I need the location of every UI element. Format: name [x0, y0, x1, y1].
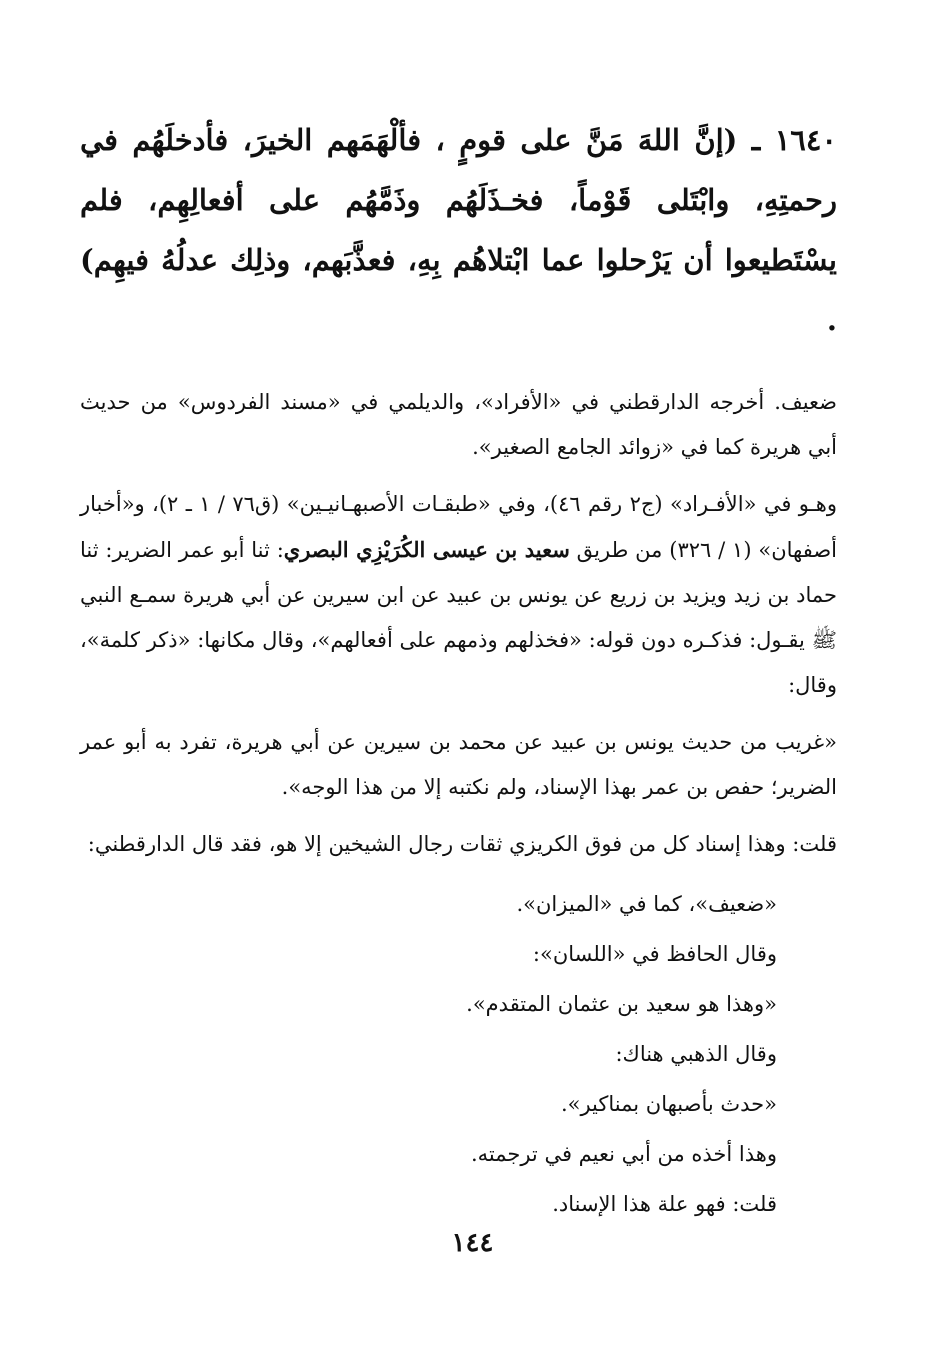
narrator-name: سعيد بن عيسى الكُرَيْزِي البصري	[283, 537, 570, 562]
indented-line: وهذا أخذه من أبي نعيم في ترجمته.	[470, 1142, 777, 1166]
page-content	[80, 110, 837, 1229]
takhrij-paragraph: ضعيف. أخرجه الدارقطني في «الأفراد»، والديلمي في «مسند الفردوس» من حديث أبي هريرة كما في «زوائد الجامع الصغير».	[80, 390, 837, 459]
indented-line: «ضعيف»، كما في «الميزان».	[516, 892, 777, 916]
indented-line: وقال الحافظ في «اللسان»:	[532, 942, 777, 966]
sources-paragraph	[80, 482, 837, 708]
hadith-text: ١٦٤٠ ـ (إنَّ اللهَ مَنَّ على قومٍ ، فألْهَمَهم الخيرَ، فأدخلَهُم في رحمتِهِ، وابْتَلى قَوْماً، فخـذَلَهُم وذَمَّهُم على أفعالِهِم، فلم يسْتَطيعوا أن يَرْحلوا عما ابْتلاهُم بِهِ، فعذَّبَهم، وذلِك عدلُهُ فيهِم) .	[80, 123, 837, 337]
sources-text-before: وهـو في «الأفـراد» (ج٢ رقم ٤٦)، وفي «طبقـات الأصبهـانيـين» (ق٧٦ / ١ ـ ٢)، و«أخبار أصفهان» (١ / ٣٢٦) من طريق	[80, 492, 838, 562]
indented-line: وقال الذهبي هناك:	[615, 1042, 777, 1066]
quote-paragraph: «غريب من حديث يونس بن عبيد عن محمد بن سيرين عن أبي هريرة، تفرد به أبو عمر الضرير؛ حفص بن عمر بهذا الإسناد، ولم نكتبه إلا من هذا الوجه».	[80, 730, 837, 799]
comment-paragraph: قلت: وهذا إسناد كل من فوق الكريزي ثقات رجال الشيخين إلا هو، فقد قال الدارقطني:	[87, 832, 837, 856]
indented-line: «حدث بأصبهان بمناكير».	[560, 1092, 777, 1116]
indented-line: قلت: فهو علة هذا الإسناد.	[552, 1192, 777, 1216]
indented-line: «وهذا هو سعيد بن عثمان المتقدم».	[466, 992, 777, 1016]
sources-text-after: : ثنا أبو عمر الضرير: ثنا حماد بن زيد ويزيد بن زريع عن يونس بن عبيد عن ابن سيرين عن أبي هريرة سمـع النبي ﷺ يقـول: فذكـره دون قوله: «فخذلهم وذمهم على أفعالهم»، وقال مكانها: «ذكر كلمة»، وقال:	[80, 538, 837, 697]
page-number: ١٤٤	[451, 1228, 494, 1258]
